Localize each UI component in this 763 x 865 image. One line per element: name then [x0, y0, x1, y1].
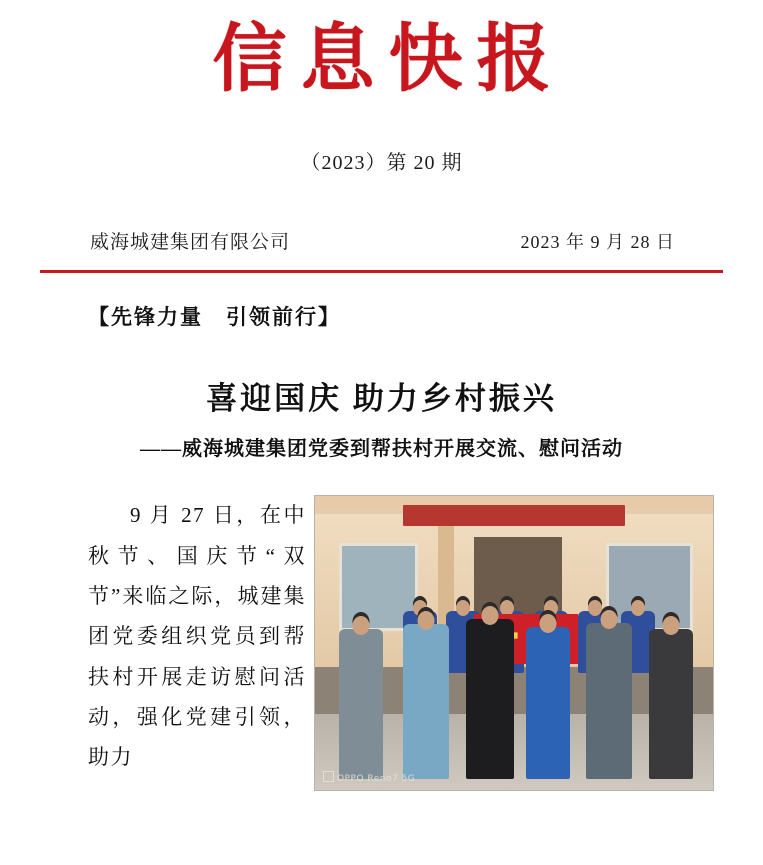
section-tag: 【先锋力量 引领前行】 — [88, 305, 341, 330]
photo-person — [403, 624, 449, 779]
photo-person-head — [352, 616, 369, 635]
photo-person-head — [417, 611, 434, 630]
camera-icon — [323, 771, 334, 782]
photo-person — [526, 627, 570, 779]
article-headline: 喜迎国庆 助力乡村振兴 — [206, 381, 557, 417]
article-body-column — [88, 495, 306, 777]
red-divider-rule — [40, 270, 723, 273]
article-content — [0, 495, 763, 791]
masthead — [0, 0, 763, 175]
photo-person-head — [456, 600, 470, 616]
publisher-name: 威海城建集团有限公司 — [90, 232, 291, 254]
photo-person-head — [588, 600, 602, 616]
photo-person — [339, 629, 383, 779]
photo-person-head — [600, 610, 617, 629]
photo-watermark-text: OPPO Reno7 5G — [337, 774, 416, 785]
photo-person-head — [631, 600, 645, 616]
publication-date: 2023 年 9 月 28 日 — [520, 232, 675, 253]
photo-person-head — [482, 606, 499, 625]
photo-person-head — [539, 614, 556, 633]
photo-person — [586, 623, 632, 779]
photo-red-banner — [403, 505, 626, 526]
issue-number: （2023）第 20 期 — [300, 152, 463, 175]
article-subheadline: ——威海城建集团党委到帮扶村开展交流、慰问活动 — [140, 438, 623, 461]
photo-person — [466, 619, 514, 779]
article-photo — [314, 495, 714, 791]
photo-person — [649, 629, 693, 779]
photo-person-head — [663, 616, 680, 635]
publisher-row — [0, 227, 763, 254]
photo-watermark — [323, 771, 415, 784]
article-body-text: 9 月 27 日，在中秋节、国庆节“双节”来临之际，城建集团党委组织党员到帮扶村开展走访慰问活动，强化党建引领，助力 — [88, 503, 306, 770]
masthead-title: 信息快报 — [212, 16, 565, 102]
